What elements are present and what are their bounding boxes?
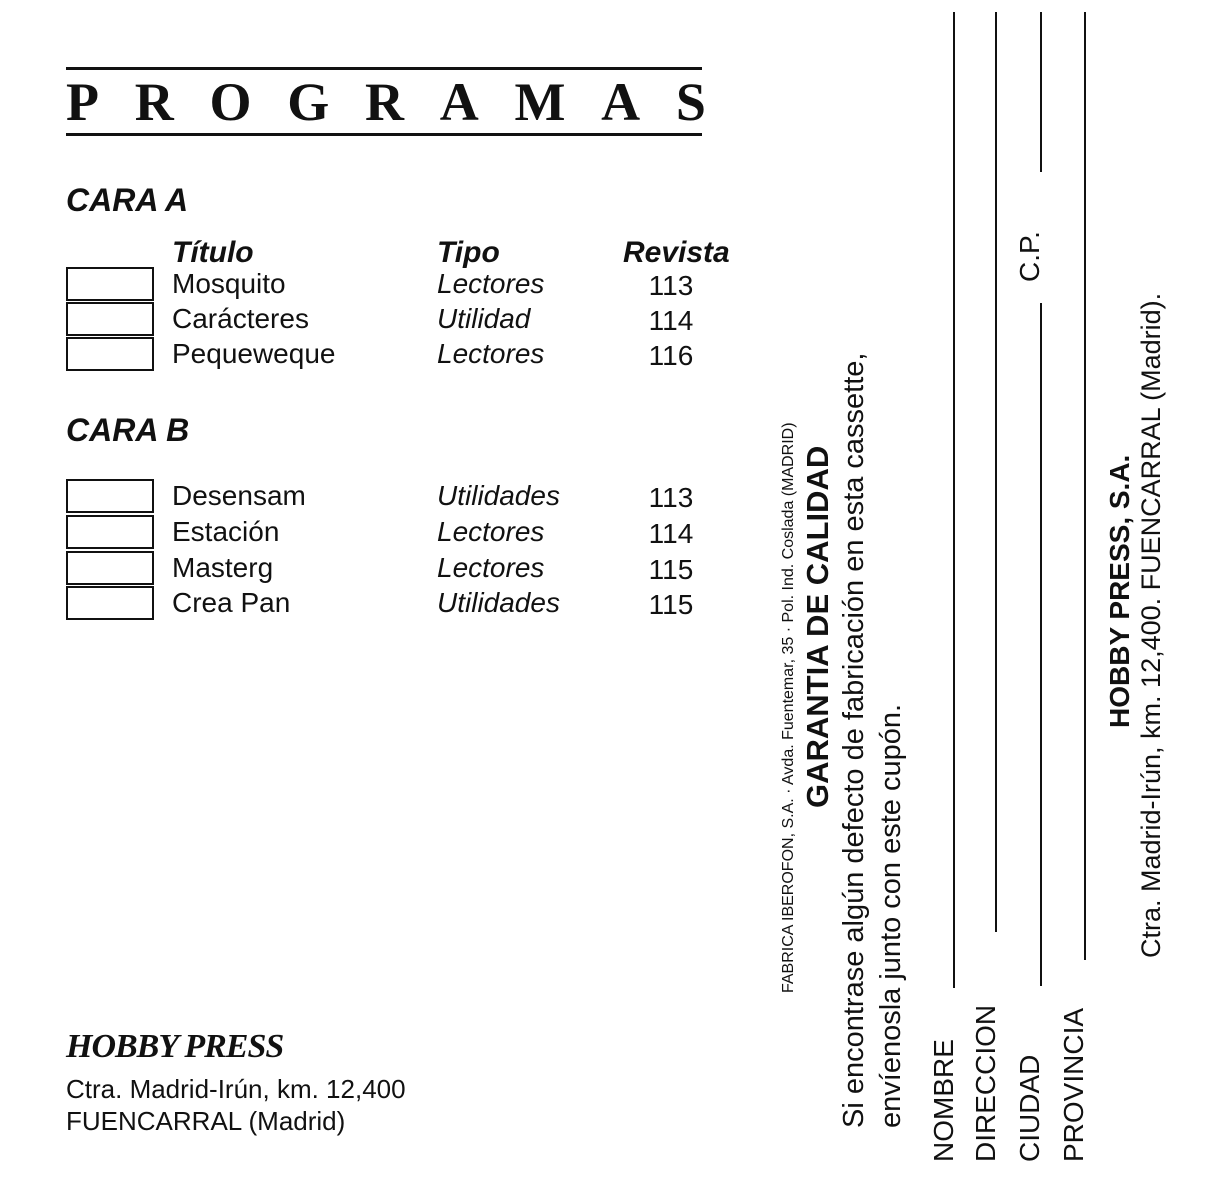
title-letter: R xyxy=(134,72,174,132)
title-letter: M xyxy=(514,72,566,132)
field-line-ciudad[interactable] xyxy=(1040,303,1042,986)
program-row xyxy=(66,479,746,515)
title-letter: G xyxy=(287,72,330,132)
company-name: HOBBY PRESS, S.A. xyxy=(1104,454,1135,728)
title-letter: S xyxy=(675,72,706,132)
field-label-ciudad: CIUDAD xyxy=(1014,1054,1045,1162)
field-line-nombre[interactable] xyxy=(953,12,955,988)
program-issue: 113 xyxy=(648,482,694,513)
field-line-provincia[interactable] xyxy=(1084,12,1086,960)
column-header-titulo: Título xyxy=(172,236,254,269)
cara-a-heading: CARA A xyxy=(66,182,189,218)
program-type: Utilidades xyxy=(437,480,560,511)
field-label-direccion: DIRECCION xyxy=(970,1004,1001,1162)
warranty-heading: GARANTIA DE CALIDAD xyxy=(800,445,835,808)
warranty-text-line2: envíenosla junto con este cupón. xyxy=(875,703,907,1128)
program-type: Lectores xyxy=(437,552,545,583)
publisher-address-line1: Ctra. Madrid-Irún, km. 12,400 xyxy=(66,1074,406,1104)
program-title: Desensam xyxy=(172,480,306,511)
program-type: Lectores xyxy=(437,338,545,369)
program-checkbox[interactable] xyxy=(66,302,154,336)
field-label-cp: C.P. xyxy=(1014,231,1045,282)
program-checkbox[interactable] xyxy=(66,479,154,513)
program-type: Lectores xyxy=(437,516,545,547)
program-issue: 113 xyxy=(648,270,694,301)
program-checkbox[interactable] xyxy=(66,337,154,371)
program-row xyxy=(66,515,746,551)
program-row xyxy=(66,302,746,338)
title-bottom-rule xyxy=(66,133,702,136)
program-row xyxy=(66,337,746,373)
program-title: Pequeweque xyxy=(172,338,336,369)
program-row xyxy=(66,586,746,622)
factory-line: FABRICA IBEROFON, S.A. · Avda. Fuentemar, 35 · Pol. Ind. Coslada (MADRID) xyxy=(780,422,797,993)
field-line-cp[interactable] xyxy=(1040,12,1042,172)
page-title xyxy=(66,72,706,132)
field-label-provincia: PROVINCIA xyxy=(1058,1007,1089,1162)
title-letter: O xyxy=(209,72,252,132)
program-issue: 114 xyxy=(648,518,694,549)
column-header-revista: Revista xyxy=(623,236,730,269)
title-letter: A xyxy=(439,72,479,132)
warranty-text-line1: Si encontrase algún defecto de fabricación en esta cassette, xyxy=(838,352,870,1128)
program-type: Utilidad xyxy=(437,303,531,334)
program-title: Estación xyxy=(172,516,280,547)
title-letter: A xyxy=(601,72,641,132)
cara-b-heading: CARA B xyxy=(66,412,190,448)
program-title: Crea Pan xyxy=(172,587,291,618)
publisher-address-line2: FUENCARRAL (Madrid) xyxy=(66,1106,346,1136)
program-checkbox[interactable] xyxy=(66,551,154,585)
title-top-rule xyxy=(66,67,702,70)
program-issue: 115 xyxy=(648,589,694,620)
company-address: Ctra. Madrid-Irún, km. 12,400. FUENCARRAL (Madrid). xyxy=(1136,292,1166,958)
program-row xyxy=(66,551,746,587)
program-checkbox[interactable] xyxy=(66,515,154,549)
program-type: Lectores xyxy=(437,268,545,299)
program-title: Masterg xyxy=(172,552,274,583)
publisher-logo: HOBBY PRESS xyxy=(66,1028,284,1065)
program-type: Utilidades xyxy=(437,587,560,618)
column-header-tipo: Tipo xyxy=(437,236,500,269)
program-checkbox[interactable] xyxy=(66,586,154,620)
program-issue: 114 xyxy=(648,305,694,336)
title-letter: P xyxy=(66,72,99,132)
program-title: Mosquito xyxy=(172,268,286,299)
program-title: Carácteres xyxy=(172,303,309,334)
program-issue: 115 xyxy=(648,554,694,585)
program-checkbox[interactable] xyxy=(66,267,154,301)
field-label-nombre: NOMBRE xyxy=(928,1039,959,1162)
program-row xyxy=(66,267,746,303)
program-issue: 116 xyxy=(648,340,694,371)
title-letter: R xyxy=(364,72,404,132)
field-line-direccion[interactable] xyxy=(995,12,997,932)
